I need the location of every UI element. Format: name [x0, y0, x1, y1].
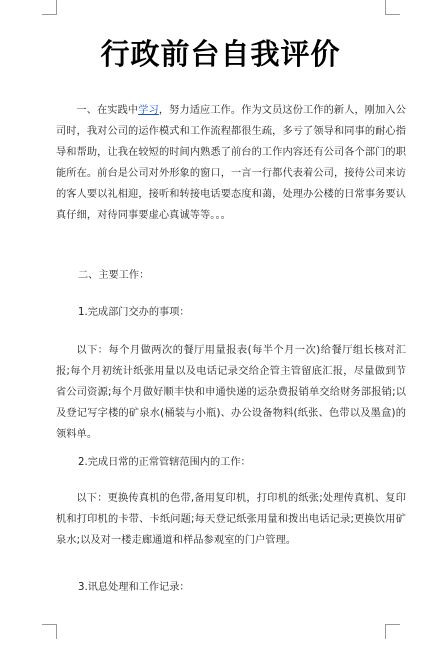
item-3-heading: 3.讯息处理和工作记录：: [78, 582, 190, 593]
item-1-paragraph: [56, 340, 406, 445]
item-2-text: 以下：更换传真机的色带,备用复印机，打印机的纸张;处理传真机、复印机和打印机的卡带、卡纸问题;每天登记纸张用量和拨出电话记录;更换饮用矿泉水;以及对一楼走廊通道和样品参观室的门户管理。: [56, 493, 406, 546]
item-1-text: 以下：每个月做两次的餐厅用量报表(每半个月一次)给餐厅组长核对汇报;每个月初统计纸张用量以及电话记录交给企管主管留底汇报，尽量做到节省公司资源;每个月做好顺丰快和申通快递的运杂费报销单交给财务部报销;以及登记写字楼的矿泉水(桶装与小瓶)、办公设备物料(纸张、色带以及墨盒)的领料单。: [56, 345, 406, 440]
crop-mark-bottom-left: [42, 624, 57, 639]
item-2-heading: 2.完成日常的正常管辖范围内的工作：: [78, 457, 251, 468]
study-link[interactable]: 学习: [138, 105, 159, 116]
intro-rest: ，努力适应工作。作为文员这份工作的新人，刚加入公司时，我对公司的运作模式和工作流程都很生疏，多亏了领导和同事的耐心指导和帮助，让我在较短的时间内熟悉了前台的工作内容还有公司各个部门的职能所在。前台是公司对外形象的窗口，一言一行都代表着公司，接待公司来访的客人要以礼相迎，接听和转接电话要态度和蔼，处理办公楼的日常事务要认真仔细，对待同事要虚心真诚等等。。。: [56, 105, 406, 221]
crop-mark-top-left: [42, 0, 57, 15]
item-2-paragraph: [56, 488, 406, 551]
crop-mark-bottom-right: [385, 624, 400, 639]
intro-paragraph: [56, 100, 406, 226]
item-1-heading: 1.完成部门交办的事项：: [78, 307, 190, 318]
section-2-heading: 二、主要工作：: [78, 270, 150, 281]
crop-mark-top-right: [385, 0, 400, 15]
intro-prefix: 一、在实践中: [76, 105, 139, 116]
document-title: 行政前台自我评价: [100, 37, 341, 71]
